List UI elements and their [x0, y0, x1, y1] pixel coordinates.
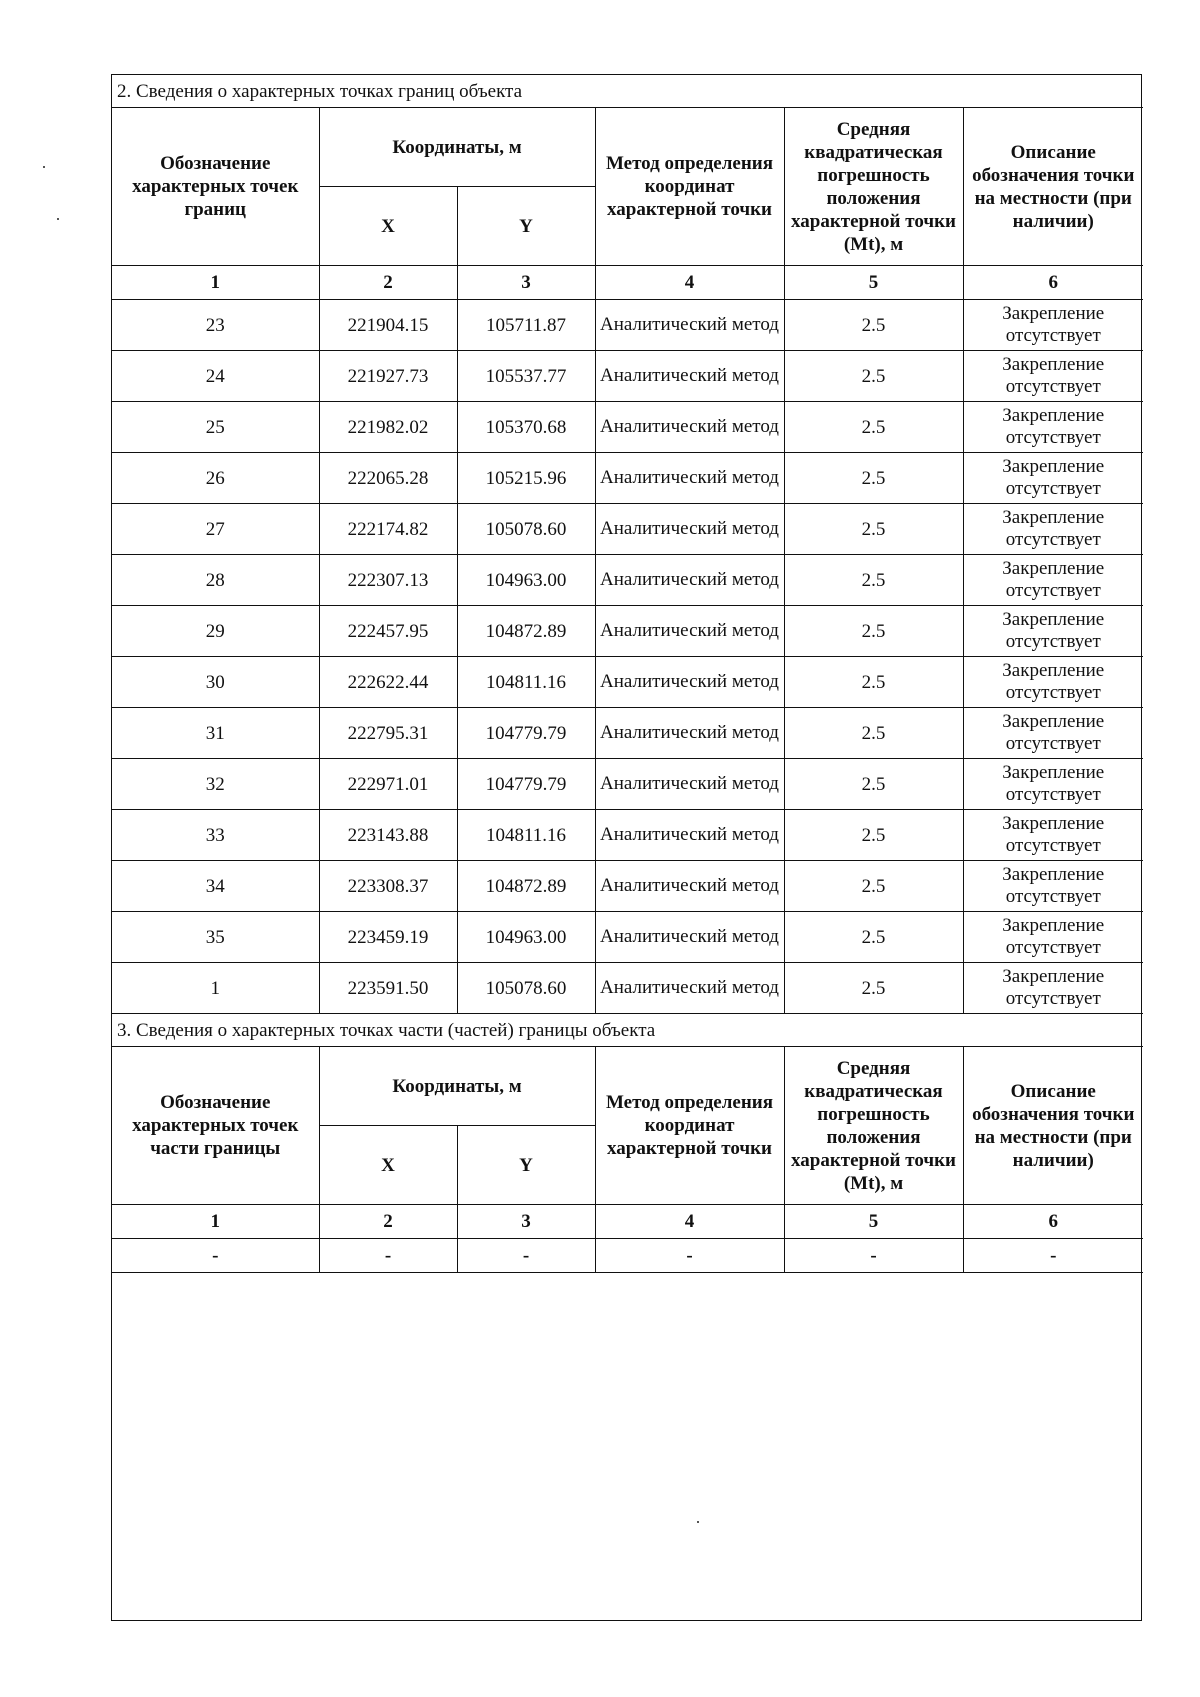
description-cell: Закрепление отсутствует [963, 912, 1143, 963]
x-cell: 223591.50 [319, 963, 457, 1014]
point-cell: 34 [112, 861, 319, 912]
col-header-y: Y [457, 187, 595, 266]
method-cell: Аналитический метод [595, 963, 784, 1014]
col-header-coords: Координаты, м [319, 1047, 595, 1126]
error-cell: 2.5 [784, 453, 963, 504]
point-cell: 27 [112, 504, 319, 555]
table-row [112, 453, 1143, 504]
col-header-description: Описание обозначения точки на местности (при наличии) [963, 1047, 1143, 1205]
description-cell: Закрепление отсутствует [963, 810, 1143, 861]
table-row [112, 555, 1143, 606]
description-cell: Закрепление отсутствует [963, 504, 1143, 555]
point-cell: 29 [112, 606, 319, 657]
point-cell: 25 [112, 402, 319, 453]
method-cell: Аналитический метод [595, 351, 784, 402]
table-row [112, 300, 1143, 351]
col-header-description: Описание обозначения точки на местности (при наличии) [963, 108, 1143, 266]
col-header-y: Y [457, 1126, 595, 1205]
method-cell: Аналитический метод [595, 504, 784, 555]
col-number: 5 [784, 266, 963, 300]
col-header-x: X [319, 187, 457, 266]
description-cell: Закрепление отсутствует [963, 402, 1143, 453]
document-frame [111, 74, 1142, 1621]
empty-cell: - [112, 1239, 319, 1273]
y-cell: 104963.00 [457, 912, 595, 963]
error-cell: 2.5 [784, 810, 963, 861]
error-cell: 2.5 [784, 912, 963, 963]
point-cell: 24 [112, 351, 319, 402]
x-cell: 222622.44 [319, 657, 457, 708]
method-cell: Аналитический метод [595, 861, 784, 912]
error-cell: 2.5 [784, 657, 963, 708]
empty-cell: - [457, 1239, 595, 1273]
y-cell: 105078.60 [457, 504, 595, 555]
method-cell: Аналитический метод [595, 912, 784, 963]
section3-title: 3. Сведения о характерных точках части (частей) границы объекта [112, 1014, 1143, 1047]
description-cell: Закрепление отсутствует [963, 555, 1143, 606]
y-cell: 104779.79 [457, 708, 595, 759]
empty-cell: - [595, 1239, 784, 1273]
table-row [112, 963, 1143, 1014]
point-cell: 32 [112, 759, 319, 810]
error-cell: 2.5 [784, 759, 963, 810]
description-cell: Закрепление отсутствует [963, 861, 1143, 912]
point-cell: 35 [112, 912, 319, 963]
method-cell: Аналитический метод [595, 810, 784, 861]
table-row [112, 402, 1143, 453]
x-cell: 221927.73 [319, 351, 457, 402]
error-cell: 2.5 [784, 504, 963, 555]
x-cell: 223308.37 [319, 861, 457, 912]
method-cell: Аналитический метод [595, 606, 784, 657]
table-row [112, 657, 1143, 708]
point-cell: 1 [112, 963, 319, 1014]
point-cell: 30 [112, 657, 319, 708]
col-number: 4 [595, 266, 784, 300]
x-cell: 221904.15 [319, 300, 457, 351]
column-numbers-row [112, 266, 1143, 300]
point-cell: 28 [112, 555, 319, 606]
y-cell: 105711.87 [457, 300, 595, 351]
y-cell: 104963.00 [457, 555, 595, 606]
col-header-method: Метод определения координат характерной точки [595, 108, 784, 266]
table-row [112, 606, 1143, 657]
col-number: 3 [457, 1205, 595, 1239]
error-cell: 2.5 [784, 351, 963, 402]
col-number: 4 [595, 1205, 784, 1239]
x-cell: 222971.01 [319, 759, 457, 810]
description-cell: Закрепление отсутствует [963, 963, 1143, 1014]
method-cell: Аналитический метод [595, 453, 784, 504]
section2-table [112, 75, 1143, 1273]
table-row [112, 912, 1143, 963]
error-cell: 2.5 [784, 606, 963, 657]
method-cell: Аналитический метод [595, 402, 784, 453]
description-cell: Закрепление отсутствует [963, 657, 1143, 708]
error-cell: 2.5 [784, 963, 963, 1014]
table-row [112, 351, 1143, 402]
description-cell: Закрепление отсутствует [963, 606, 1143, 657]
col-number: 6 [963, 266, 1143, 300]
error-cell: 2.5 [784, 300, 963, 351]
error-cell: 2.5 [784, 555, 963, 606]
method-cell: Аналитический метод [595, 759, 784, 810]
x-cell: 222174.82 [319, 504, 457, 555]
col-number: 2 [319, 1205, 457, 1239]
empty-cell: - [784, 1239, 963, 1273]
table-row [112, 708, 1143, 759]
x-cell: 223459.19 [319, 912, 457, 963]
x-cell: 222457.95 [319, 606, 457, 657]
method-cell: Аналитический метод [595, 657, 784, 708]
point-cell: 26 [112, 453, 319, 504]
error-cell: 2.5 [784, 402, 963, 453]
error-cell: 2.5 [784, 861, 963, 912]
y-cell: 104811.16 [457, 810, 595, 861]
col-number: 2 [319, 266, 457, 300]
col-header-error: Средняя квадратическая погрешность положения характерной точки (Mt), м [784, 1047, 963, 1205]
method-cell: Аналитический метод [595, 708, 784, 759]
col-number: 1 [112, 1205, 319, 1239]
col-number: 6 [963, 1205, 1143, 1239]
y-cell: 104872.89 [457, 861, 595, 912]
col-header-point: Обозначение характерных точек границ [112, 108, 319, 266]
method-cell: Аналитический метод [595, 300, 784, 351]
y-cell: 105078.60 [457, 963, 595, 1014]
y-cell: 104779.79 [457, 759, 595, 810]
col-header-coords: Координаты, м [319, 108, 595, 187]
point-cell: 33 [112, 810, 319, 861]
x-cell: 223143.88 [319, 810, 457, 861]
x-cell: 222065.28 [319, 453, 457, 504]
x-cell: 222795.31 [319, 708, 457, 759]
table-row [112, 861, 1143, 912]
description-cell: Закрепление отсутствует [963, 351, 1143, 402]
y-cell: 105215.96 [457, 453, 595, 504]
empty-cell: - [963, 1239, 1143, 1273]
y-cell: 104872.89 [457, 606, 595, 657]
table-row [112, 759, 1143, 810]
description-cell: Закрепление отсутствует [963, 759, 1143, 810]
y-cell: 105537.77 [457, 351, 595, 402]
col-header-method: Метод определения координат характерной точки [595, 1047, 784, 1205]
empty-cell: - [319, 1239, 457, 1273]
method-cell: Аналитический метод [595, 555, 784, 606]
y-cell: 104811.16 [457, 657, 595, 708]
section2-title: 2. Сведения о характерных точках границ объекта [112, 75, 1143, 108]
point-cell: 31 [112, 708, 319, 759]
col-number: 1 [112, 266, 319, 300]
description-cell: Закрепление отсутствует [963, 300, 1143, 351]
error-cell: 2.5 [784, 708, 963, 759]
description-cell: Закрепление отсутствует [963, 708, 1143, 759]
col-number: 3 [457, 266, 595, 300]
x-cell: 221982.02 [319, 402, 457, 453]
table-row [112, 504, 1143, 555]
table-row [112, 1239, 1143, 1273]
table-row [112, 810, 1143, 861]
column-numbers-row [112, 1205, 1143, 1239]
description-cell: Закрепление отсутствует [963, 453, 1143, 504]
point-cell: 23 [112, 300, 319, 351]
col-header-x: X [319, 1126, 457, 1205]
x-cell: 222307.13 [319, 555, 457, 606]
col-header-error: Средняя квадратическая погрешность положения характерной точки (Mt), м [784, 108, 963, 266]
col-number: 5 [784, 1205, 963, 1239]
col-header-point: Обозначение характерных точек части границы [112, 1047, 319, 1205]
y-cell: 105370.68 [457, 402, 595, 453]
